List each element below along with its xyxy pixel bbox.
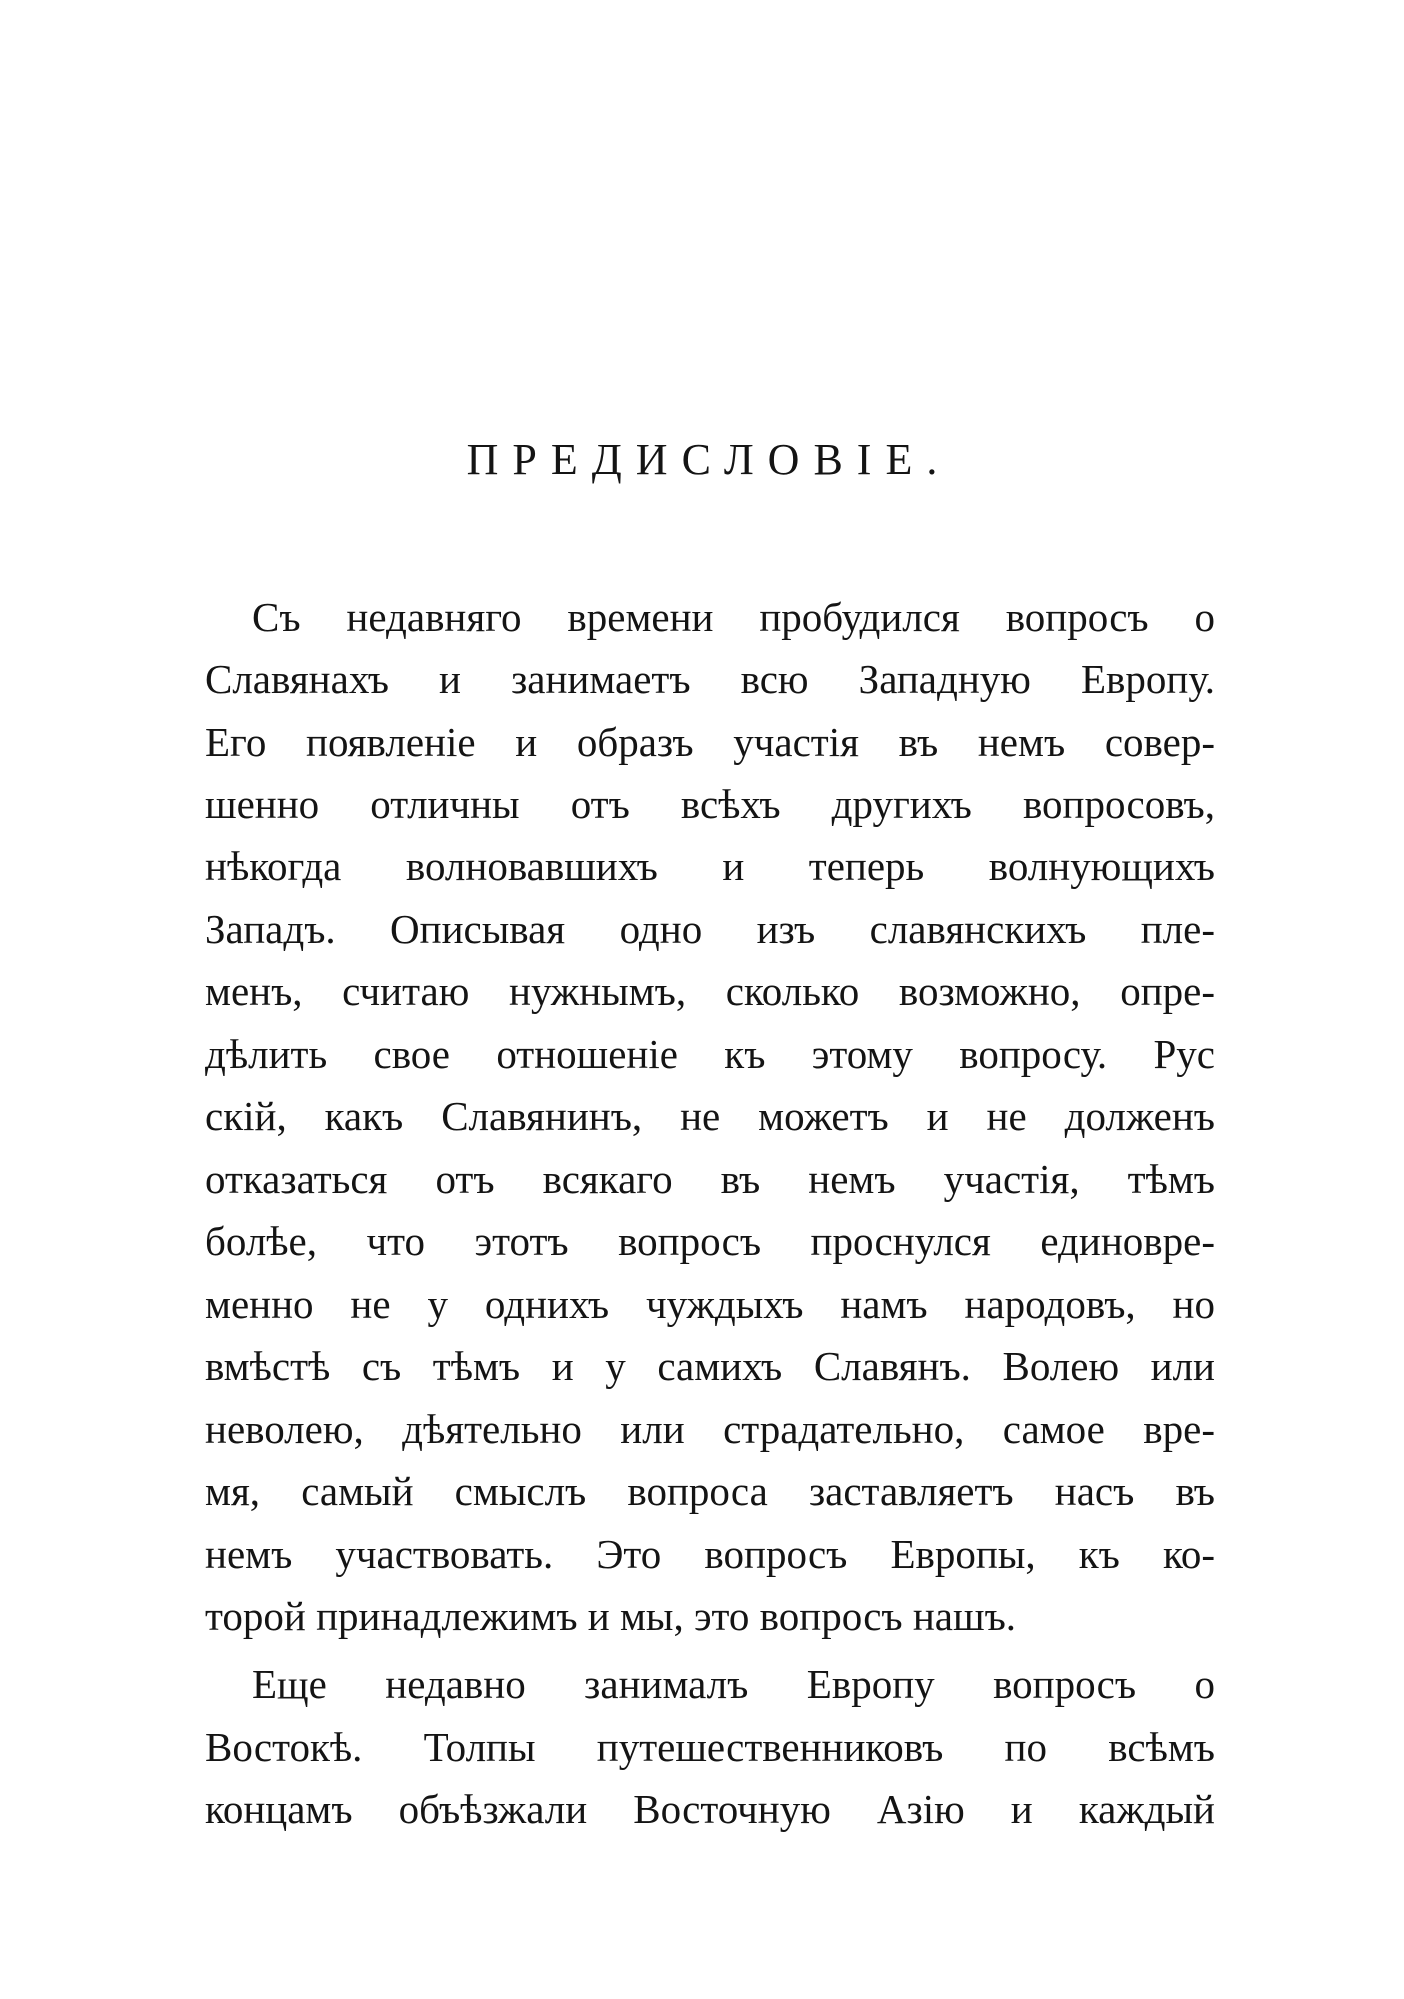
text-line: менно не у однихъ чуждыхъ намъ народовъ, но xyxy=(205,1281,1215,1327)
text-line: неволею, дѣятельно или страдательно, самое вре- xyxy=(205,1406,1215,1452)
text-line: мя, самый смыслъ вопроса заставляетъ насъ въ xyxy=(205,1468,1215,1514)
text-line: отказаться отъ всякаго въ немъ участія, тѣмъ xyxy=(205,1156,1215,1202)
text-line: Еще недавно занималъ Европу вопросъ о xyxy=(252,1661,1215,1707)
page-title: ПРЕДИСЛОВІЕ. xyxy=(466,435,952,484)
text-line: торой принадлежимъ и мы, это вопросъ нашъ. xyxy=(205,1593,1017,1639)
text-line: шенно отличны отъ всѣхъ другихъ вопросовъ, xyxy=(205,781,1215,827)
text-line: менъ, считаю нужнымъ, сколько возможно, опре- xyxy=(205,968,1215,1014)
text-line: нѣкогда волновавшихъ и теперь волнующихъ xyxy=(205,843,1215,889)
text-line: Славянахъ и занимаетъ всю Западную Европу. xyxy=(205,656,1215,702)
text-line: концамъ объѣзжали Восточную Азію и каждый xyxy=(205,1786,1215,1832)
text-line: Западъ. Описывая одно изъ славянскихъ пле- xyxy=(205,906,1215,952)
text-line: немъ участвовать. Это вопросъ Европы, къ ко- xyxy=(205,1531,1215,1577)
text-line: дѣлить свое отношеніе къ этому вопросу. Рус xyxy=(205,1031,1215,1077)
text-line: болѣе, что этотъ вопросъ проснулся единовре- xyxy=(205,1218,1215,1264)
text-line: скій, какъ Славянинъ, не можетъ и не долженъ xyxy=(205,1093,1215,1139)
text-line: Его появленіе и образъ участія въ немъ совер- xyxy=(205,719,1215,765)
text-line: Востокѣ. Толпы путешественниковъ по всѣмъ xyxy=(205,1724,1215,1770)
text-line: вмѣстѣ съ тѣмъ и у самихъ Славянъ. Волею или xyxy=(205,1343,1215,1389)
text-line: Съ недавняго времени пробудился вопросъ о xyxy=(252,594,1215,640)
